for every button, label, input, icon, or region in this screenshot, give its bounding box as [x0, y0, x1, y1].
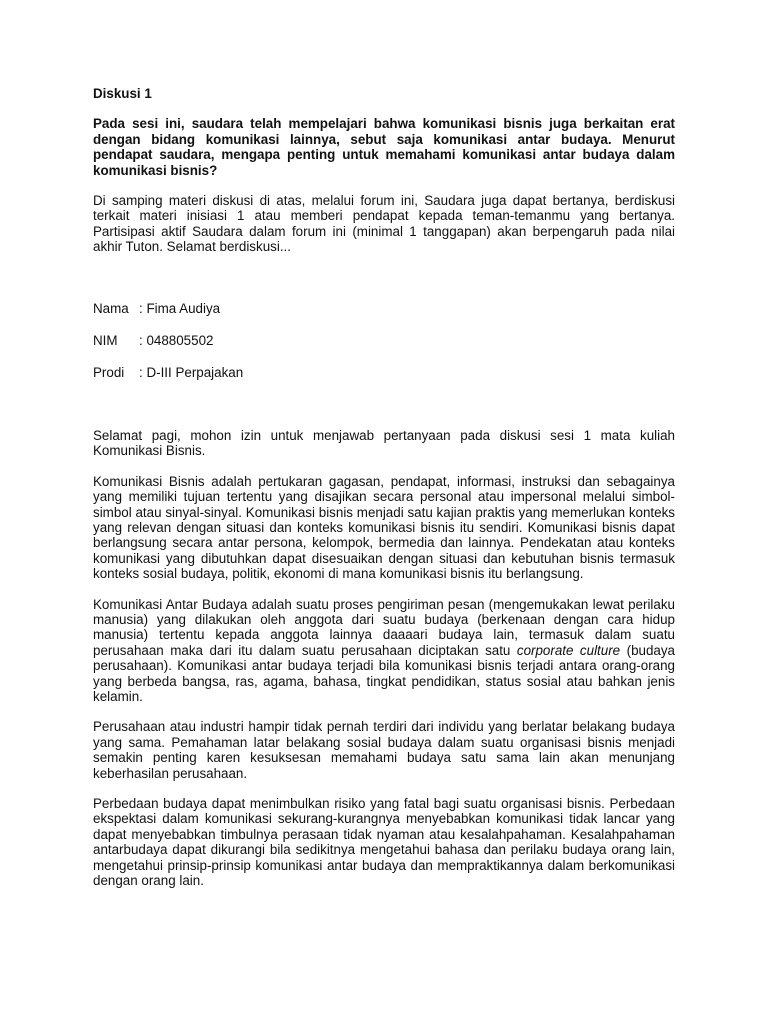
discussion-question: Pada sesi ini, saudara telah mempelajari bahwa komunikasi bisnis juga berkaitan erat dengan bidang komunikasi lainnya, sebut saja komunikasi antar budaya. Menurut pendapat saudara, mengapa penting untuk memahami komunikasi antar budaya dalam komunikasi bisnis? — [93, 116, 675, 178]
document-page — [93, 86, 675, 903]
greeting-paragraph: Selamat pagi, mohon izin untuk menjawab pertanyaan pada diskusi sesi 1 mata kuliah Komunikasi Bisnis. — [93, 427, 675, 459]
document-title: Diskusi 1 — [93, 86, 152, 101]
budaya-text-part1: Komunikasi Antar Budaya adalah suatu proses pengiriman pesan (mengemukakan lewat perilaku manusia) yang dilakukan oleh anggota dari suatu budaya (berkenaan dengan cara hidup manusia) tertentu kepada anggota lainnya daaaari budaya lain, termasuk dalam suatu perusahaan maka dari itu dalam suatu perusahaan diciptakan satu — [93, 596, 675, 658]
komunikasi-bisnis-paragraph: Komunikasi Bisnis adalah pertukaran gagasan, pendapat, informasi, instruksi dan sebagainya yang memiliki tujuan tertentu yang disajikan secara personal atau impersonal melalui simbol-simbol atau sinyal-sinyal. Komunikasi bisnis menjadi satu kajian praktis yang memerlukan konteks yang relevan dengan situasi dan konteks komunikasi bisnis itu sendiri. Komunikasi bisnis dapat berlangsung secara antar persona, kelompok, bermedia dan lainnya. Pendekatan atau konteks komunikasi yang dibutuhkan dapat disesuaikan dengan situasi dan kebutuhan bisnis termasuk konteks sosial budaya, politik, ekonomi di mana komunikasi bisnis itu berlangsung. — [93, 473, 675, 582]
name-label: Nama — [93, 300, 129, 316]
nim-value: : 048805502 — [139, 333, 214, 349]
identity-prodi-row — [93, 365, 675, 380]
perbedaan-budaya-paragraph: Perbedaan budaya dapat menimbulkan risiko yang fatal bagi suatu organisasi bisnis. Perbedaan ekspektasi dalam komunikasi sekurang-kurangnya menyebabkan komunikasi tidak lancar yang dapat menyebabkan timbulnya perasaan tidak nyaman atau kesalahpahaman. Kesalahpahaman antarbudaya dapat dikurangi bila sedikitnya mengetahui bahasa dan perilaku budaya orang lain, mengetahui prinsip-prinsip komunikasi antar budaya dan mempraktikannya dalam berkomunikasi dengan orang lain. — [93, 796, 675, 889]
nim-label: NIM — [93, 333, 118, 349]
discussion-intro: Di samping materi diskusi di atas, melalui forum ini, Saudara juga dapat bertanya, berdiskusi terkait materi inisiasi 1 atau memberi pendapat kepada teman-temanmu yang bertanya. Partisipasi aktif Saudara dalam forum ini (minimal 1 tanggapan) akan berpengaruh pada nilai akhir Tuton. Selamat berdiskusi... — [93, 193, 675, 255]
corporate-culture-term: corporate culture — [516, 642, 621, 658]
name-value: : Fima Audiya — [139, 300, 221, 316]
perusahaan-paragraph: Perusahaan atau industri hampir tidak pernah terdiri dari individu yang berlatar belakang budaya yang sama. Pemahaman latar belakang sosial budaya dalam suatu organisasi bisnis menjadi semakin penting karen kesuksesan memahami budaya satu sama lain akan menunjang keberhasilan perusahaan. — [93, 719, 675, 781]
budaya-text-part2: (budaya perusahaan). Komunikasi antar budaya terjadi bila komunikasi bisnis terjadi antara orang-orang yang berbeda bangsa, ras, agama, bahasa, tingkat pendidikan, status sosial atau bahkan jenis kelamin. — [93, 642, 675, 704]
identity-nim-row — [93, 333, 675, 348]
prodi-label: Prodi — [93, 365, 125, 381]
komunikasi-antar-budaya-paragraph — [93, 597, 675, 705]
prodi-value: : D-III Perpajakan — [139, 365, 244, 381]
identity-name-row — [93, 301, 675, 316]
